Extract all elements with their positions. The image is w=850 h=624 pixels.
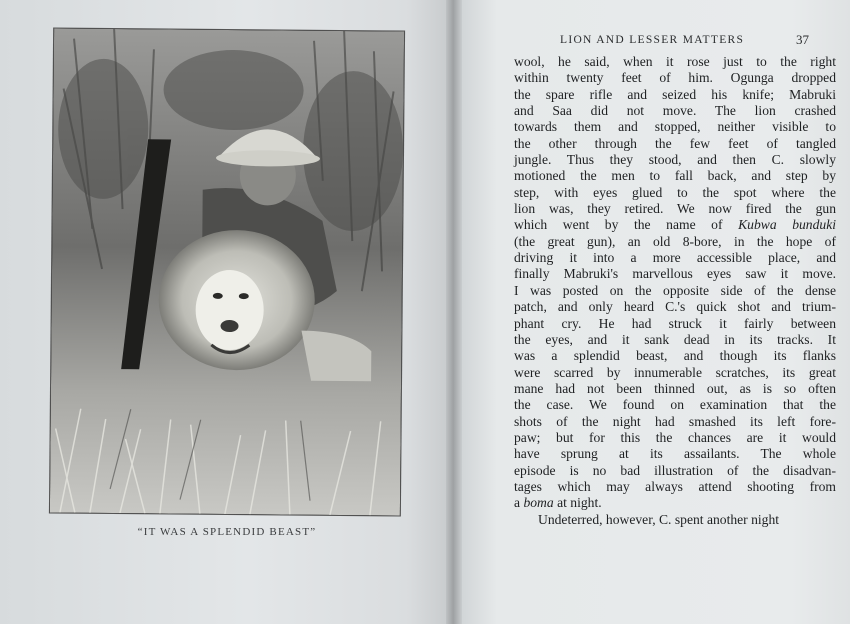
text-segment: at night. xyxy=(557,495,602,511)
text-line: within twenty feet of him. Ogunga dropped xyxy=(514,70,836,86)
text-line: driving it into a more accessible place, and xyxy=(514,250,836,266)
page-number: 37 xyxy=(796,32,809,47)
text-line: the case. We found on examination that the xyxy=(514,397,836,413)
text-line: Undeterred, however, C. spent another night xyxy=(538,511,780,527)
text-line: (the great gun), an old 8-bore, in the hope of xyxy=(514,233,836,249)
text-line: jungle. Thus they stood, and then C. slowly xyxy=(514,152,836,168)
text-line: the eyes, and it sank dead in its tracks. It xyxy=(514,331,836,347)
text-line: finally Mabruki's marvellous eyes saw it move. xyxy=(514,266,836,282)
text-line: and Saa did not move. The lion crashed xyxy=(514,103,836,119)
text-line xyxy=(514,217,836,233)
photo-caption: “IT WAS A SPLENDID BEAST” xyxy=(137,526,317,538)
text-line: the spare rifle and seized his knife; Mabruki xyxy=(514,86,836,102)
text-line: episode is no bad illustration of the disadvan- xyxy=(514,462,836,478)
text-line: lion was, they retired. We now fired the gun xyxy=(514,201,836,217)
text-segment: which went by the name of xyxy=(514,217,723,233)
text-line: have sprung at its assailants. The whole xyxy=(514,446,836,462)
italic-term: Kubwa bunduki xyxy=(738,217,837,233)
book-gutter xyxy=(446,0,462,624)
text-line: tages which may always attend shooting from xyxy=(514,478,836,494)
text-line: towards them and stopped, neither visible to xyxy=(514,119,836,135)
text-line: step, with eyes glued to the spot where the xyxy=(514,184,836,200)
lion-photograph xyxy=(50,28,404,515)
italic-term: boma xyxy=(523,495,554,511)
text-line: I was posted on the opposite side of the dense xyxy=(514,282,836,298)
text-line: mane had not been thinned out, as is so often xyxy=(514,380,836,396)
text-line: phant cry. He had struck it fairly between xyxy=(514,315,836,331)
text-line: the other through the few feet of tangled xyxy=(514,135,836,151)
text-line: patch, and only heard C.'s quick shot and trium- xyxy=(514,299,836,315)
text-line xyxy=(514,495,836,511)
text-line: were scarred by innumerable scratches, its great xyxy=(514,364,836,380)
running-head: LION AND LESSER MATTERS xyxy=(560,34,745,46)
photo-illustration xyxy=(50,28,404,515)
text-line: paw; but for this the chances are it would xyxy=(514,429,836,445)
text-segment: a xyxy=(514,495,521,511)
text-line: wool, he said, when it rose just to the right xyxy=(514,54,836,69)
body-text xyxy=(514,54,836,528)
text-line: shots of the night had smashed its left fore- xyxy=(514,413,836,429)
text-line: motioned the men to fall back, and step by xyxy=(514,168,836,184)
text-line: was a splendid beast, and though its flanks xyxy=(514,348,836,364)
